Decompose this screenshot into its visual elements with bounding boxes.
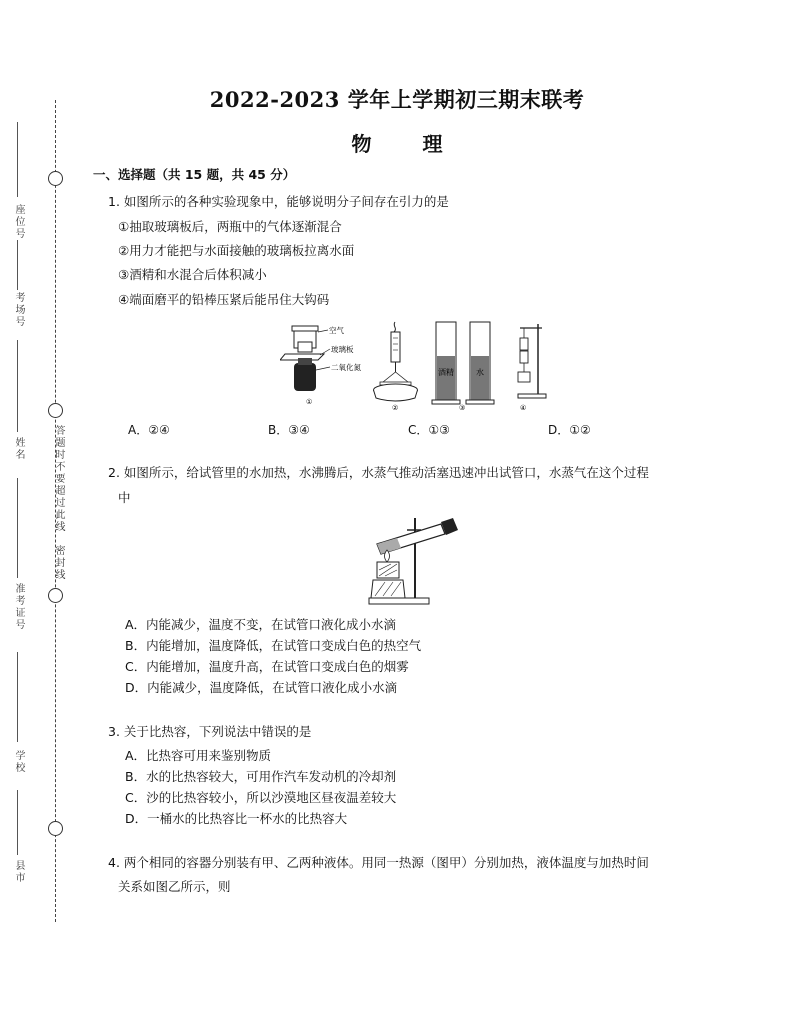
margin-seat-label: 座位号 — [13, 204, 24, 240]
binding-hole — [48, 403, 63, 418]
margin-warning-text: 答题时不要超过此线 — [53, 425, 64, 533]
binding-hole — [48, 821, 63, 836]
margin-county-label: 县市 — [13, 860, 24, 884]
fig-number: ③ — [459, 404, 466, 412]
q1-option-a: A．②④ — [128, 423, 170, 437]
fig-number: ① — [306, 398, 313, 406]
subject-title: 物 理 — [351, 132, 465, 156]
binding-hole — [48, 588, 63, 603]
q3-option-c: C．沙的比热容较小，所以沙漠地区昼夜温差较大 — [125, 790, 397, 805]
q1-item: ①抽取玻璃板后，两瓶中的气体逐渐混合 — [118, 219, 342, 234]
q2-stem: 2. 如图所示，给试管里的水加热，水沸腾后，水蒸气推动活塞迅速冲出试管口，水蒸气在这个过程 — [108, 465, 649, 480]
q2-option-c: C．内能增加，温度升高，在试管口变成白色的烟雾 — [125, 659, 409, 674]
q1-fig2-spring-scale — [374, 322, 418, 401]
q1-stem: 1. 如图所示的各种实验现象中，能够说明分子间存在引力的是 — [108, 194, 449, 209]
q4-stem-cont: 关系如图乙所示，则 — [118, 879, 231, 894]
fig-label-water: 水 — [476, 368, 484, 377]
q1-item: ②用力才能把与水面接触的玻璃板拉离水面 — [118, 243, 355, 258]
fig-label-no2: 二氧化氮 — [331, 363, 361, 372]
q1-item: ④端面磨平的铅棒压紧后能吊住大钩码 — [118, 292, 330, 307]
q1-figure — [280, 318, 550, 413]
fig-number: ② — [392, 404, 399, 412]
fill-line — [17, 790, 18, 855]
section-heading: 一、选择题（共 15 题，共 45 分） — [93, 167, 296, 182]
q1-fig1-gas-jars — [280, 326, 330, 391]
fill-line — [17, 652, 18, 742]
q3-option-d: D．一桶水的比热容比一杯水的比热容大 — [125, 811, 348, 826]
fill-line — [17, 340, 18, 432]
q2-stem-cont: 中 — [118, 490, 131, 505]
q3-stem: 3. 关于比热容，下列说法中错误的是 — [108, 724, 312, 739]
q2-figure-test-tube-heating — [355, 510, 465, 608]
fill-line — [17, 478, 18, 578]
q1-fig4-lead-rods — [518, 324, 546, 398]
margin-admission-label: 准考证号 — [13, 583, 24, 631]
q1-option-b: B．③④ — [268, 423, 310, 437]
q2-option-b: B．内能增加，温度降低，在试管口变成白色的热空气 — [125, 638, 422, 653]
margin-school-label: 学校 — [13, 750, 24, 774]
margin-name-label: 姓名 — [13, 437, 24, 461]
q2-option-a: A．内能减少，温度不变，在试管口液化成小水滴 — [125, 617, 397, 632]
fill-line — [17, 240, 18, 290]
fig-number: ④ — [520, 404, 527, 412]
q1-option-c: C．①③ — [408, 423, 450, 437]
fig-label-air: 空气 — [329, 326, 344, 335]
q1-item: ③酒精和水混合后体积减小 — [118, 267, 267, 282]
binding-hole — [48, 171, 63, 186]
q4-stem: 4. 两个相同的容器分别装有甲、乙两种液体。用同一热源（图甲）分别加热，液体温度与加热时间 — [108, 855, 649, 870]
margin-exam-room-label: 考场号 — [13, 292, 24, 328]
q1-fig3-cylinders — [432, 322, 494, 404]
margin-seal-text: 密封线 — [53, 545, 64, 581]
fig-label-alcohol: 酒精 — [438, 368, 454, 377]
q1-option-d: D．①② — [548, 423, 591, 437]
exam-title: 2022-2023 学年上学期初三期末联考 — [209, 87, 585, 112]
q3-option-a: A．比热容可用来鉴别物质 — [125, 748, 272, 763]
q2-option-d: D．内能减少，温度降低，在试管口液化成小水滴 — [125, 680, 398, 695]
fig-label-glass: 玻璃板 — [331, 345, 354, 354]
q3-option-b: B．水的比热容较大，可用作汽车发动机的冷却剂 — [125, 769, 397, 784]
